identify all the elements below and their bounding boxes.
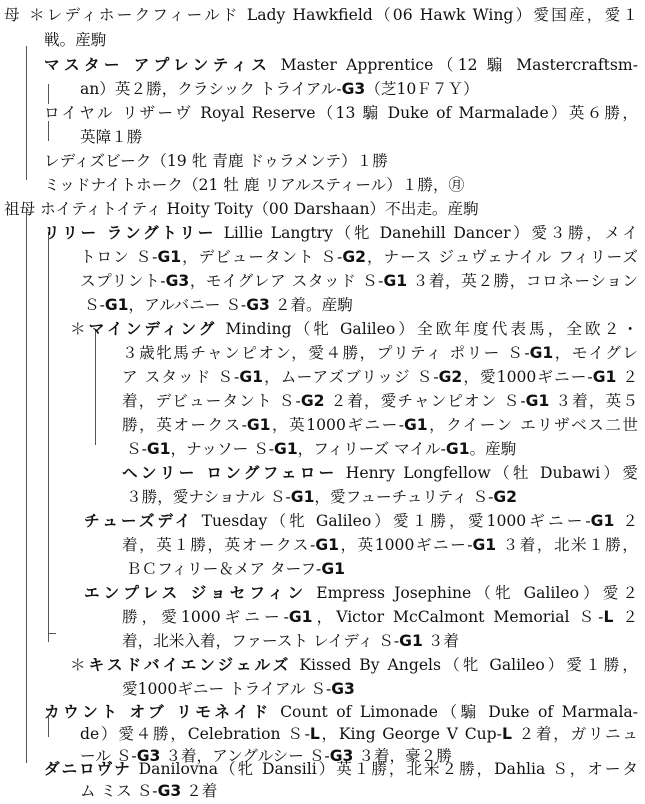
bold-text-segment: チューズデイ	[84, 512, 194, 530]
line-longfellow-1	[122, 461, 638, 486]
text-segment: レディズビーク（19 牝 青鹿 ドゥラメンテ）１勝	[44, 152, 388, 170]
text-segment: トロン Ｓ-	[80, 248, 158, 266]
lillie-langtry-entry	[44, 224, 638, 242]
henry-longfellow-entry-cont	[126, 488, 517, 506]
lillie-langtry-entry-cont	[80, 272, 638, 290]
midnight-hawk-entry	[44, 176, 464, 194]
text-segment: 着，デビュータント Ｓ-	[122, 392, 301, 410]
text-segment: ，英1000ギニー-	[338, 536, 473, 554]
line-minding-1	[70, 317, 638, 342]
henry-longfellow-entry	[122, 464, 638, 482]
minding-entry	[70, 320, 638, 338]
lillie-langtry-entry-cont	[84, 296, 353, 314]
royal-reserve-entry-cont	[80, 128, 142, 146]
text-segment: Ｓ-	[126, 440, 147, 458]
bold-text-segment: G1	[525, 392, 550, 410]
text-segment: （芝10Ｆ７Ｙ）	[365, 80, 479, 98]
text-segment: ，モイグレ	[553, 344, 638, 362]
bold-text-segment: G1	[404, 416, 428, 434]
text-segment: ，デビュータント Ｓ-	[181, 248, 343, 266]
bold-text-segment: G3	[136, 747, 161, 765]
text-segment: ，フィリーズ マイル-	[297, 440, 446, 458]
text-segment: ３着，アングルシー Ｓ-	[160, 747, 330, 765]
text-segment: ，ナッソー Ｓ-	[170, 440, 275, 458]
text-segment: an）英２勝，クラシック トライアル-	[80, 80, 342, 98]
text-segment: Ｓ-	[84, 296, 105, 314]
text-segment: スプリント-	[80, 272, 166, 290]
text-segment: 戦。産駒	[44, 31, 107, 49]
text-segment: Henry Longfellow（牡 Dubawi）愛	[337, 464, 638, 482]
bold-text-segment: G2	[300, 392, 325, 410]
line-danilovna-2	[80, 779, 645, 804]
text-segment: 母 ＊レディホークフィールド Lady Hawkfield（06 Hawk Wing）愛国産，愛１	[4, 6, 638, 24]
bold-text-segment: L	[309, 725, 320, 743]
bold-text-segment: G1	[246, 416, 271, 434]
bold-text-segment: L	[501, 725, 512, 743]
line-minding-6	[126, 437, 645, 462]
bold-text-segment: マインディング	[88, 320, 218, 338]
line-josephine-3	[122, 629, 645, 654]
count-of-limonade-entry-cont	[80, 725, 638, 743]
line-minding-3	[122, 365, 638, 390]
bold-text-segment: G2	[342, 248, 366, 266]
line-minding-4	[122, 389, 638, 414]
bold-text-segment: G1	[472, 536, 497, 554]
text-segment: Danilovna（牝 Dansili）英１勝，北米２勝，Dahlia Ｓ，オータ	[131, 760, 638, 778]
text-segment: ，クイーン エリザベス二世	[427, 416, 638, 434]
line-langtry-2	[80, 245, 638, 270]
bold-text-segment: G1	[104, 296, 129, 314]
text-segment: ，ナース ジュヴェナイル フィリーズ	[366, 248, 639, 266]
text-segment: ール Ｓ-	[80, 747, 137, 765]
bold-text-segment: G1	[288, 608, 313, 626]
dam-entry-text-cont	[44, 31, 106, 49]
bold-text-segment: エンプレス ジョセフィン	[84, 584, 308, 602]
minding-entry-cont	[122, 344, 638, 362]
tree-line-minding	[95, 330, 96, 445]
lillie-langtry-entry-cont	[80, 248, 638, 266]
line-dam-2	[44, 28, 645, 53]
kissed-by-angels-entry-cont	[122, 680, 355, 698]
text-segment: ２着。産駒	[269, 296, 353, 314]
line-langtry-1	[44, 221, 638, 246]
line-ladysbeak	[44, 149, 645, 174]
bold-text-segment: リリー ラングトリー	[44, 224, 216, 242]
danilovna-entry-cont	[80, 782, 217, 800]
bold-text-segment: G1	[315, 536, 339, 554]
text-segment: Kissed By Angels（牝 Galileo）愛１勝，	[291, 656, 638, 674]
line-granddam	[4, 197, 645, 222]
bold-text-segment: ヘンリー ロングフェロー	[122, 464, 338, 482]
text-segment: Lillie Langtry（牝 Danehill Dancer）愛３勝，メイ	[215, 224, 638, 242]
line-tuesday-1	[84, 509, 638, 534]
text-segment: ア スタッド Ｓ-	[122, 368, 240, 386]
bold-text-segment: ダニロヴナ	[44, 760, 132, 778]
bold-text-segment: G1	[146, 440, 171, 458]
empress-josephine-entry	[84, 584, 638, 602]
bold-text-segment: G3	[246, 296, 270, 314]
text-segment: 祖母 ホイティトイティ Hoity Toity（00 Darshaan）不出走。産駒	[4, 200, 479, 218]
text-segment: ２	[613, 608, 638, 626]
bold-text-segment: G1	[592, 368, 617, 386]
bold-text-segment: G3	[341, 80, 366, 98]
kissed-by-angels-entry	[70, 656, 638, 674]
bold-text-segment: マスター アプレンティス	[44, 56, 272, 74]
text-segment: 勝，愛1000ギニー-	[122, 608, 289, 626]
text-segment: 勝，英オークス-	[122, 416, 247, 434]
granddam-entry	[4, 200, 479, 218]
line-apprentice-1	[44, 53, 638, 78]
bold-text-segment: G2	[493, 488, 518, 506]
master-apprentice-entry-cont	[80, 80, 479, 98]
bold-text-segment: G1	[529, 344, 554, 362]
line-tuesday-2	[122, 533, 638, 558]
bold-text-segment: G1	[399, 632, 423, 650]
line-longfellow-2	[126, 485, 645, 510]
text-segment: 着，北米入着，ファースト レイディ Ｓ-	[122, 632, 400, 650]
text-segment: ３着	[422, 632, 459, 650]
empress-josephine-entry-cont	[122, 632, 459, 650]
text-segment: Master Apprentice（12 騸 Mastercraftsm-	[271, 56, 638, 74]
bold-text-segment: G1	[157, 248, 182, 266]
text-segment: ３着，英２勝，コロネーション	[407, 272, 638, 290]
line-dam-1	[4, 3, 638, 28]
bold-text-segment: G3	[157, 782, 182, 800]
line-minding-2	[122, 341, 638, 366]
line-josephine-1	[84, 581, 638, 606]
tree-line-dam	[26, 46, 27, 180]
text-segment: ＢＣフィリー＆メア ターフ-	[126, 560, 322, 578]
text-segment: ，Victor McCalmont Memorial Ｓ-	[312, 608, 604, 626]
bold-text-segment: G1	[445, 440, 470, 458]
line-kissed-1	[70, 653, 638, 678]
bold-text-segment: キスドバイエンジェルズ	[88, 656, 292, 674]
text-segment: 愛1000ギニー トライアル Ｓ-	[122, 680, 332, 698]
tuesday-entry-cont	[126, 560, 345, 578]
text-segment: Count of Limonade（騸 Duke of Marmala-	[271, 703, 638, 721]
minding-entry-cont	[122, 416, 638, 434]
bold-text-segment: G1	[321, 560, 345, 578]
minding-entry-cont	[122, 392, 638, 410]
line-tuesday-3	[126, 557, 645, 582]
text-segment: ，King George V Cup-	[319, 725, 502, 743]
bold-text-segment: G1	[274, 440, 298, 458]
bold-text-segment: G3	[331, 680, 355, 698]
text-segment: ム ミス Ｓ-	[80, 782, 158, 800]
master-apprentice-entry	[44, 56, 638, 74]
text-segment: Tuesday（牝 Galileo）愛１勝，愛1000ギニー-	[193, 512, 591, 530]
text-segment: ３歳牝馬チャンピオン，愛４勝，プリティ ポリー Ｓ-	[122, 344, 530, 362]
text-segment: 英障１勝	[80, 128, 143, 146]
minding-entry-cont	[122, 368, 638, 386]
line-midnighthawk	[44, 173, 645, 198]
text-segment: ３着，北米１勝，	[496, 536, 638, 554]
line-josephine-2	[122, 605, 638, 630]
bold-text-segment: G3	[165, 272, 190, 290]
text-segment: ，愛1000ギニー-	[462, 368, 593, 386]
text-segment: ２着，ガリニュ	[511, 725, 638, 743]
line-reserve-1	[44, 101, 638, 126]
text-segment: ミッドナイトホーク（21 牡 鹿 リアルスティール）１勝，㊊	[44, 176, 465, 194]
bold-text-segment: G1	[290, 488, 315, 506]
bold-text-segment: G1	[590, 512, 615, 530]
line-reserve-2	[80, 125, 645, 150]
text-segment: ，モイグレア スタッド Ｓ-	[189, 272, 384, 290]
bold-text-segment: L	[603, 608, 614, 626]
line-langtry-4	[84, 293, 645, 318]
tree-line-granddam	[26, 208, 27, 763]
text-segment: de）愛４勝，Celebration Ｓ-	[80, 725, 310, 743]
line-langtry-3	[80, 269, 638, 294]
text-segment: 。産駒	[469, 440, 517, 458]
text-segment: ２	[616, 368, 638, 386]
bold-text-segment: カウント オブ リモネイド	[44, 703, 272, 721]
text-segment: ，愛フューチュリティ Ｓ-	[314, 488, 494, 506]
bold-text-segment: G1	[239, 368, 263, 386]
bold-text-segment: G1	[383, 272, 408, 290]
tuesday-entry	[84, 512, 638, 530]
danilovna-entry	[44, 760, 638, 778]
tree-tick-kissed	[48, 633, 56, 634]
text-segment: ３勝，愛ナショナル Ｓ-	[126, 488, 291, 506]
bold-text-segment: G3	[329, 747, 354, 765]
line-apprentice-2	[80, 77, 645, 102]
text-segment: ，アルバニー Ｓ-	[128, 296, 247, 314]
text-segment: Empress Josephine（牝 Galileo）愛２	[307, 584, 639, 602]
royal-reserve-entry	[44, 104, 638, 122]
text-segment: ３着，豪２勝	[353, 747, 452, 765]
text-segment: ２着	[181, 782, 218, 800]
text-segment: 着，英１勝，英オークス-	[122, 536, 316, 554]
text-segment: ２	[614, 512, 638, 530]
tree-line-langtry	[48, 232, 49, 642]
ladys-beak-entry	[44, 152, 388, 170]
count-of-limonade-entry	[44, 703, 638, 721]
line-kissed-2	[122, 677, 645, 702]
line-minding-5	[122, 413, 638, 438]
dam-entry-text	[4, 6, 638, 24]
text-segment: ＊	[70, 656, 89, 674]
text-segment: ３着，英５	[549, 392, 638, 410]
minding-entry-cont	[126, 440, 516, 458]
bold-text-segment: G2	[438, 368, 463, 386]
tuesday-entry-cont	[122, 536, 638, 554]
text-segment: ２着，愛チャンピオン Ｓ-	[324, 392, 526, 410]
text-segment: ，英1000ギニー-	[270, 416, 404, 434]
text-segment: Minding（牝 Galileo）全欧年度代表馬，全欧２・	[217, 320, 638, 338]
text-segment: ＊	[70, 320, 89, 338]
text-segment: ，ムーアズブリッジ Ｓ-	[263, 368, 439, 386]
empress-josephine-entry-cont	[122, 608, 638, 626]
text-segment: ロイヤル リザーヴ Royal Reserve（13 騸 Duke of Marmalade）英６勝，	[44, 104, 638, 122]
